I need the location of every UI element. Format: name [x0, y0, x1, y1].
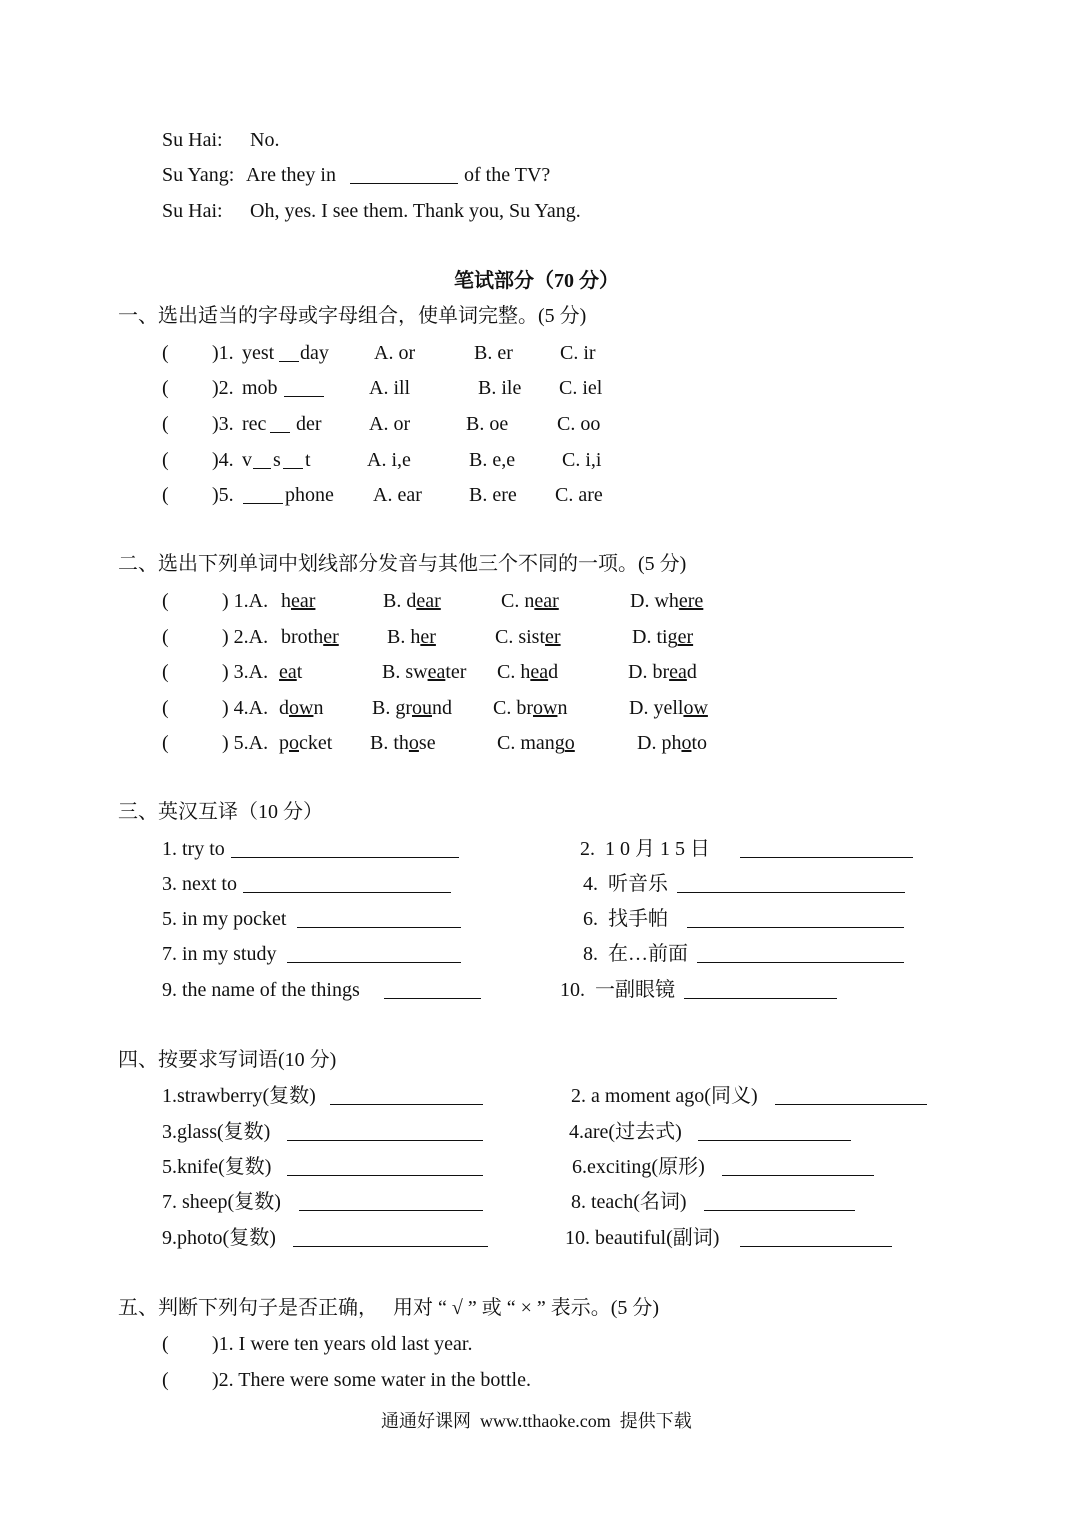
word-part: broth — [281, 626, 324, 648]
word-form-item: 2. a moment ago(同义) — [571, 1085, 758, 1107]
translation-item: 6. 找手帕 — [583, 908, 668, 930]
option-c — [497, 731, 575, 755]
dialogue-text: No. — [250, 129, 280, 151]
underlined-letters: ea — [427, 661, 446, 683]
option-d — [632, 625, 693, 649]
translation-item: 2. 1 0 月 1 5 日 — [580, 838, 710, 860]
word-part: se — [418, 732, 436, 754]
question-number: ) 3.A. — [222, 661, 269, 683]
underlined-letters: ea — [669, 661, 687, 683]
section-heading: 三、英汉互译（10 分） — [118, 801, 323, 823]
answer-line[interactable] — [740, 839, 913, 858]
answer-line[interactable] — [287, 1122, 483, 1141]
word-part: C. h — [497, 661, 531, 683]
answer-line[interactable] — [231, 839, 459, 858]
option-a — [281, 625, 339, 649]
option-d — [628, 660, 697, 684]
answer-line[interactable] — [704, 1192, 855, 1211]
dialogue-text: Oh, yes. I see them. Thank you, Su Yang. — [250, 200, 581, 222]
word-part: ter — [445, 661, 467, 683]
option-a — [279, 731, 332, 755]
underlined-letters: er — [677, 626, 694, 648]
option-a — [279, 660, 302, 684]
word-part: s — [273, 449, 281, 471]
option-c — [501, 589, 559, 613]
option-d — [630, 589, 703, 613]
written-part-title: 笔试部分（70 分） — [454, 270, 619, 292]
option-c: C. iel — [559, 377, 603, 399]
question-number: )3. — [212, 413, 234, 435]
option-b — [383, 589, 441, 613]
answer-line[interactable] — [293, 1228, 488, 1247]
option-c: C. i,i — [562, 449, 602, 471]
word-part: D. wh — [630, 590, 679, 612]
underlined-letters: o — [289, 732, 299, 754]
translation-item: 4. 听音乐 — [583, 873, 668, 895]
translation-item: 10. 一副眼镜 — [560, 979, 675, 1001]
option-c: C. oo — [557, 413, 601, 435]
word-part: B. d — [383, 590, 417, 612]
section-heading: 四、按要求写词语(10 分) — [118, 1049, 337, 1071]
answer-paren[interactable]: ( — [162, 732, 169, 754]
word-part: t — [296, 661, 303, 683]
answer-line[interactable] — [384, 980, 481, 999]
translation-item: 9. the name of the things — [162, 979, 360, 1001]
answer-line[interactable] — [697, 944, 904, 963]
word-part: B. sw — [382, 661, 428, 683]
word-part: nd — [432, 697, 452, 719]
answer-paren[interactable]: ( — [162, 342, 169, 364]
judgement-item: )2. There were some water in the bottle. — [212, 1369, 531, 1391]
option-c: C. ir — [560, 342, 596, 364]
word-part: C. br — [493, 697, 533, 719]
answer-line[interactable] — [243, 874, 451, 893]
option-c: C. are — [555, 484, 603, 506]
word-part: cket — [299, 732, 333, 754]
underlined-letters: er — [420, 626, 436, 648]
word-part: C. sist — [495, 626, 546, 648]
option-d — [637, 731, 707, 755]
option-a: A. i,e — [367, 449, 411, 471]
word-part: h — [281, 590, 291, 612]
answer-paren[interactable]: ( — [162, 1333, 169, 1355]
option-a: A. ear — [373, 484, 422, 506]
translation-item: 7. in my study — [162, 943, 277, 965]
answer-line[interactable] — [287, 1157, 483, 1176]
word-part: day — [300, 342, 329, 364]
answer-paren[interactable]: ( — [162, 590, 169, 612]
answer-line[interactable] — [287, 944, 461, 963]
translation-item: 3. next to — [162, 873, 237, 895]
word-part: D. yell — [629, 697, 684, 719]
word-part: n — [313, 697, 324, 719]
question-number: )4. — [212, 449, 234, 471]
option-a: A. or — [374, 342, 416, 364]
translation-item: 5. in my pocket — [162, 908, 287, 930]
answer-line[interactable] — [684, 980, 837, 999]
option-b — [370, 731, 436, 755]
word-part: yest — [242, 342, 275, 364]
fill-blank[interactable] — [284, 378, 324, 397]
answer-line[interactable] — [775, 1086, 927, 1105]
option-b — [372, 696, 452, 720]
fill-blank[interactable] — [243, 485, 283, 504]
dialogue-text: Are they in — [246, 164, 336, 186]
answer-line[interactable] — [722, 1157, 874, 1176]
answer-line[interactable] — [740, 1228, 892, 1247]
word-part: v — [242, 449, 252, 471]
question-number: ) 4.A. — [222, 697, 269, 719]
underlined-letters: ea — [530, 661, 549, 683]
page-footer: 通通好课网 www.tthaoke.com 提供下载 — [381, 1411, 692, 1431]
question-number: ) 1.A. — [222, 590, 269, 612]
option-c — [495, 625, 561, 649]
word-form-item: 10. beautiful(副词) — [565, 1227, 720, 1249]
answer-line[interactable] — [330, 1086, 483, 1105]
question-number: )5. — [212, 484, 234, 506]
underlined-letters: ow — [683, 697, 708, 719]
word-part: C. mang — [497, 732, 565, 754]
option-d — [629, 696, 708, 720]
word-form-item: 9.photo(复数) — [162, 1227, 276, 1249]
underlined-letters: o — [564, 732, 575, 754]
underlined-letters: ea — [279, 661, 297, 683]
answer-line[interactable] — [687, 909, 904, 928]
fill-blank[interactable] — [283, 450, 303, 469]
option-a — [281, 589, 315, 613]
word-part: B. gr — [372, 697, 412, 719]
word-part: d — [548, 661, 559, 683]
fill-blank[interactable] — [350, 165, 458, 184]
fill-blank[interactable] — [253, 450, 271, 469]
word-part: d — [279, 697, 289, 719]
answer-paren[interactable]: ( — [162, 661, 169, 683]
word-part: rec — [242, 413, 267, 435]
word-part: D. tig — [632, 626, 678, 648]
underlined-letters: ear — [534, 590, 559, 612]
answer-paren[interactable]: ( — [162, 413, 169, 435]
question-number: ) 5.A. — [222, 732, 269, 754]
section-heading: 二、选出下列单词中划线部分发音与其他三个不同的一项。(5 分) — [118, 553, 687, 575]
underlined-letters: ear — [291, 590, 316, 612]
word-part: der — [296, 413, 322, 435]
option-a: A. or — [369, 413, 411, 435]
option-b — [382, 660, 466, 684]
answer-paren[interactable]: ( — [162, 449, 169, 471]
answer-paren[interactable]: ( — [162, 377, 169, 399]
answer-line[interactable] — [677, 874, 905, 893]
underlined-letters: er — [323, 626, 339, 648]
option-c — [497, 660, 558, 684]
underlined-letters: ear — [416, 590, 441, 612]
option-b: B. ere — [469, 484, 517, 506]
answer-line[interactable] — [299, 1192, 483, 1211]
translation-item: 8. 在…前面 — [583, 943, 688, 965]
judgement-item: )1. I were ten years old last year. — [212, 1333, 473, 1355]
option-b: B. er — [474, 342, 513, 364]
answer-paren[interactable]: ( — [162, 626, 169, 648]
word-part: C. n — [501, 590, 535, 612]
fill-blank[interactable] — [270, 414, 290, 433]
option-b: B. ile — [478, 377, 522, 399]
word-part: to — [691, 732, 708, 754]
word-form-item: 7. sheep(复数) — [162, 1191, 281, 1213]
fill-blank[interactable] — [279, 343, 299, 362]
word-part: t — [305, 449, 311, 471]
section-heading: 一、选出适当的字母或字母组合，使单词完整。(5 分) — [118, 305, 587, 327]
word-form-item: 8. teach(名词) — [571, 1191, 687, 1213]
underlined-letters: ere — [678, 590, 704, 612]
word-part: B. h — [387, 626, 421, 648]
underlined-letters: er — [545, 626, 561, 648]
word-form-item: 3.glass(复数) — [162, 1121, 271, 1143]
option-c — [493, 696, 567, 720]
underlined-letters: ow — [289, 697, 314, 719]
question-number: )1. — [212, 342, 234, 364]
word-part: D. ph — [637, 732, 682, 754]
question-number: )2. — [212, 377, 234, 399]
answer-paren[interactable]: ( — [162, 484, 169, 506]
option-a — [279, 696, 323, 720]
option-a: A. ill — [369, 377, 411, 399]
speaker: Su Yang: — [162, 164, 235, 186]
word-part: d — [686, 661, 697, 683]
word-part: phone — [285, 484, 334, 506]
underlined-letters: ou — [412, 697, 432, 719]
underlined-letters: o — [408, 732, 419, 754]
option-b: B. oe — [466, 413, 509, 435]
word-form-item: 1.strawberry(复数) — [162, 1085, 316, 1107]
word-form-item: 4.are(过去式) — [569, 1121, 682, 1143]
underlined-letters: ow — [533, 697, 558, 719]
answer-paren[interactable]: ( — [162, 697, 169, 719]
word-part: D. br — [628, 661, 670, 683]
answer-line[interactable] — [297, 909, 461, 928]
word-part: n — [557, 697, 568, 719]
answer-line[interactable] — [698, 1122, 851, 1141]
word-part: p — [279, 732, 289, 754]
section-heading: 五、判断下列句子是否正确， 用对 “ √ ” 或 “ × ” 表示。(5 分) — [118, 1297, 660, 1319]
option-b — [387, 625, 436, 649]
speaker: Su Hai: — [162, 129, 223, 151]
translation-item: 1. try to — [162, 838, 225, 860]
answer-paren[interactable]: ( — [162, 1369, 169, 1391]
word-part: B. th — [370, 732, 409, 754]
underlined-letters: o — [681, 732, 692, 754]
word-form-item: 6.exciting(原形) — [572, 1156, 705, 1178]
dialogue-text: of the TV? — [464, 164, 551, 186]
word-form-item: 5.knife(复数) — [162, 1156, 272, 1178]
speaker: Su Hai: — [162, 200, 223, 222]
question-number: ) 2.A. — [222, 626, 269, 648]
word-part: mob — [242, 377, 278, 399]
option-b: B. e,e — [469, 449, 516, 471]
